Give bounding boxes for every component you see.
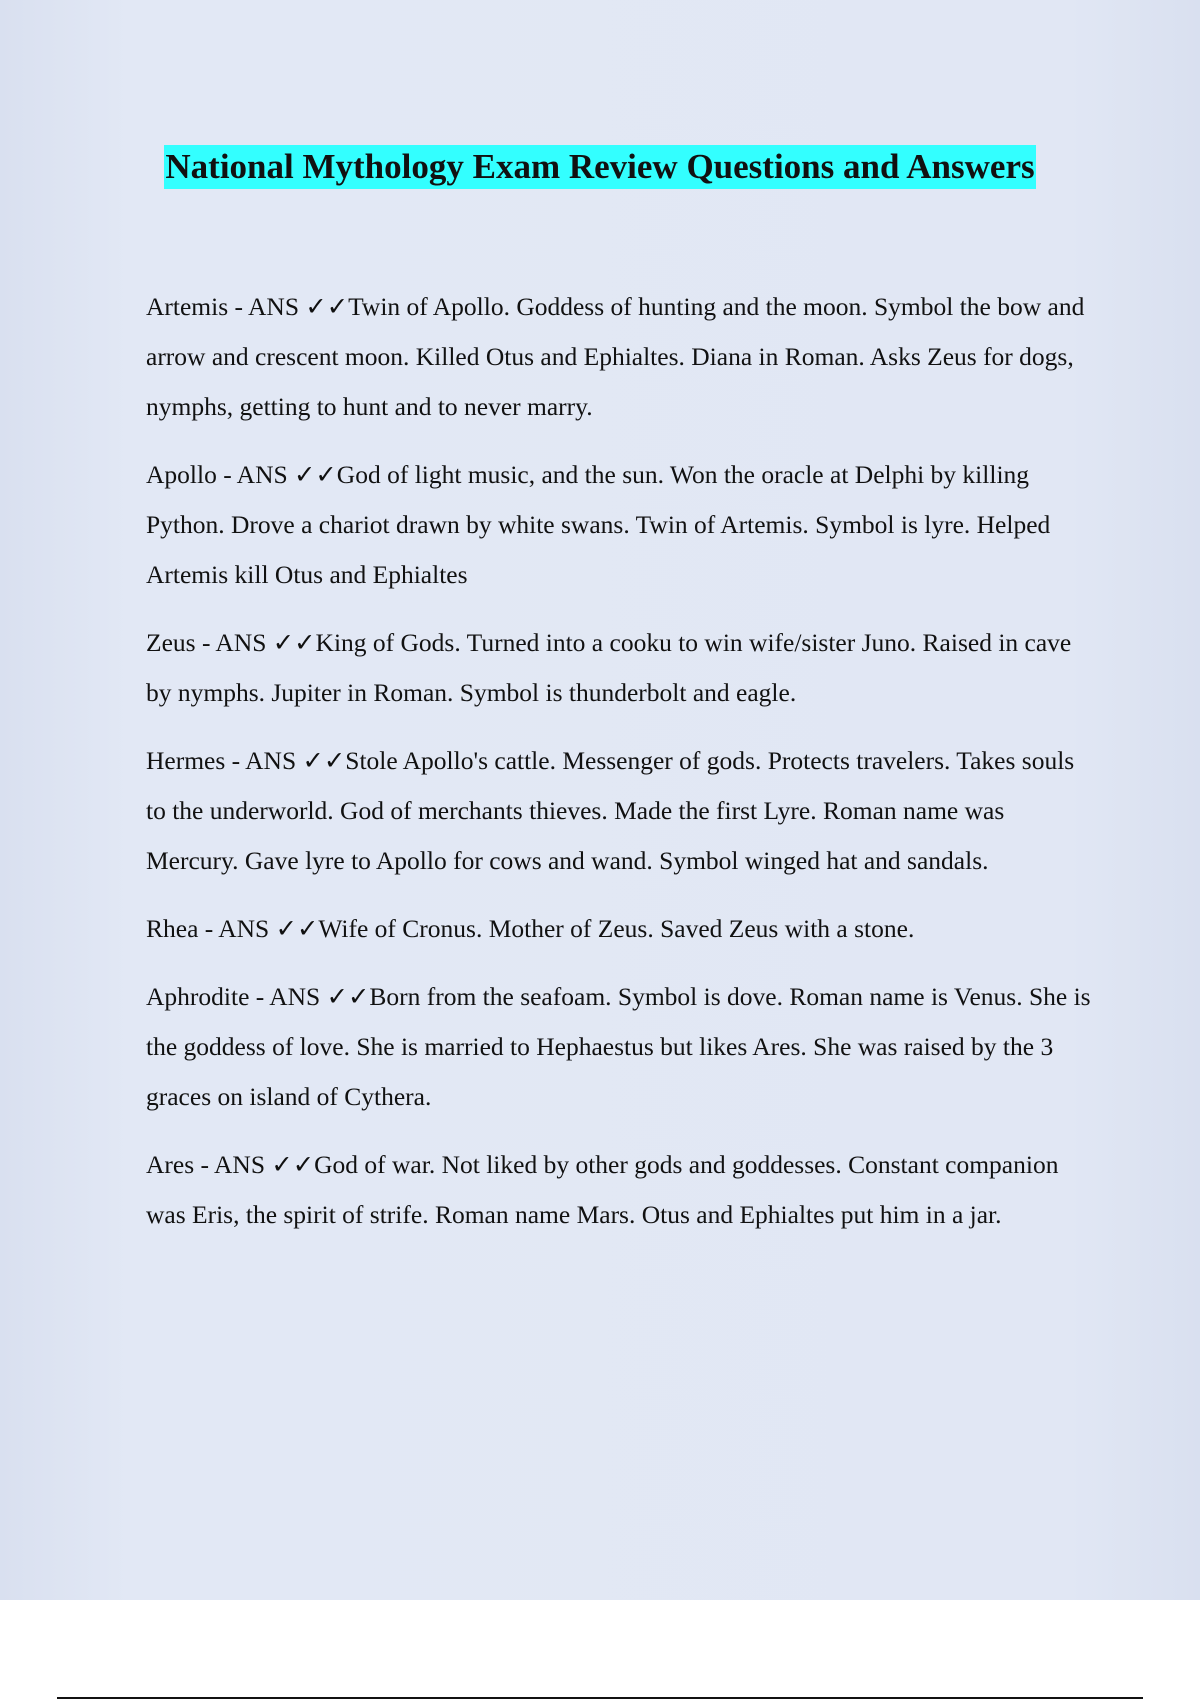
entry-rhea: Rhea - ANS ✓✓Wife of Cronus. Mother of Zeus. Saved Zeus with a stone. [146, 914, 915, 943]
document-title: National Mythology Exam Review Questions and Answers [164, 145, 1035, 189]
entries-list [146, 282, 1096, 1258]
entry-zeus: Zeus - ANS ✓✓King of Gods. Turned into a cooku to win wife/sister Juno. Raised in cave by nymphs. Jupiter in Roman. Symbol is thunderbolt and eagle. [146, 628, 1072, 707]
footer-divider [57, 1697, 1143, 1699]
entry-hermes: Hermes - ANS ✓✓Stole Apollo's cattle. Messenger of gods. Protects travelers. Takes souls to the underworld. God of merchants thieves. Made the first Lyre. Roman name was Mercury. Gave lyre to Apollo for cows and wand. Symbol winged hat and sandals. [146, 746, 1075, 875]
entry-artemis: Artemis - ANS ✓✓Twin of Apollo. Goddess of hunting and the moon. Symbol the bow and arrow and crescent moon. Killed Otus and Ephialtes. Diana in Roman. Asks Zeus for dogs, nymphs, getting to hunt and to never marry. [146, 292, 1085, 421]
entry-ares: Ares - ANS ✓✓God of war. Not liked by other gods and goddesses. Constant companion was Eris, the spirit of strife. Roman name Mars. Otus and Ephialtes put him in a jar. [146, 1150, 1059, 1229]
entry-apollo: Apollo - ANS ✓✓God of light music, and the sun. Won the oracle at Delphi by killing Python. Drove a chariot drawn by white swans. Twin of Artemis. Symbol is lyre. Helped Artemis kill Otus and Ephialtes [146, 460, 1051, 589]
title-container [0, 145, 1200, 189]
entry-aphrodite: Aphrodite - ANS ✓✓Born from the seafoam. Symbol is dove. Roman name is Venus. She is the goddess of love. She is married to Hephaestus but likes Ares. She was raised by the 3 graces on island of Cythera. [146, 982, 1091, 1111]
